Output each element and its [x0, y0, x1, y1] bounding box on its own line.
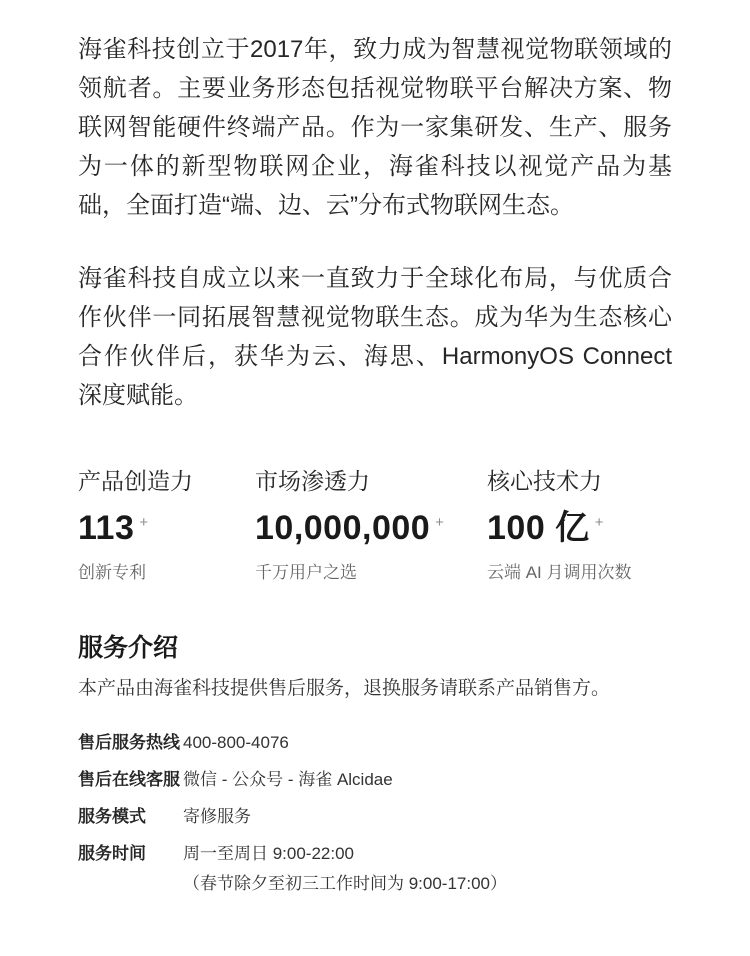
- stat-value: 100 亿: [487, 509, 590, 547]
- service-heading: 服务介绍: [78, 634, 179, 662]
- service-description: 本产品由海雀科技提供售后服务，退换服务请联系产品销售方。: [78, 678, 611, 699]
- plus-sign: +: [594, 514, 604, 531]
- service-row-label: 售后在线客服: [78, 770, 180, 789]
- stat-title: 核心技术力: [487, 468, 602, 494]
- service-row-online-support: [78, 768, 672, 792]
- stat-value: 113: [78, 509, 135, 547]
- company-intro-section: [78, 30, 672, 415]
- stat-value-row: [255, 501, 487, 557]
- service-detail-list: [78, 731, 672, 896]
- service-intro-section: [78, 631, 672, 896]
- stat-sublabel: 创新专利: [78, 563, 146, 582]
- service-row-label: 服务模式: [78, 807, 146, 826]
- stat-sublabel: 千万用户之选: [255, 563, 357, 582]
- stat-product-creativity: [78, 465, 255, 585]
- service-hours-note: （春节除夕至初三工作时间为 9:00-17:00）: [183, 874, 508, 893]
- stat-sublabel: 云端 AI 月调用次数: [487, 563, 632, 582]
- stat-core-technology: [487, 465, 672, 585]
- service-row-hotline: [78, 731, 672, 755]
- stat-title: 市场渗透力: [255, 468, 370, 494]
- service-row-label: 服务时间: [78, 844, 146, 863]
- service-mode-value: 寄修服务: [183, 807, 251, 826]
- stat-value-row: [78, 501, 255, 557]
- service-row-label: 售后服务热线: [78, 733, 180, 752]
- service-online-support-channel: 微信 - 公众号 - 海雀 Alcidae: [183, 770, 393, 789]
- company-stats: [78, 465, 672, 585]
- plus-sign: +: [139, 514, 149, 531]
- stat-value: 10,000,000: [255, 509, 431, 547]
- stat-title: 产品创造力: [78, 468, 193, 494]
- plus-sign: +: [435, 514, 444, 531]
- stat-market-penetration: [255, 465, 487, 585]
- stat-value-row: [487, 501, 672, 557]
- service-hours-main: 周一至周日 9:00-22:00: [183, 844, 355, 863]
- service-hours-value: [183, 842, 507, 896]
- company-intro-paragraph-2: 海雀科技自成立以来一直致力于全球化布局，与优质合作伙伴一同拓展智慧视觉物联生态。成为华为生态核心合作伙伴后，获华为云、海思、HarmonyOS Connect 深度赋能。: [78, 265, 672, 409]
- service-hotline-number: 400-800-4076: [183, 733, 289, 752]
- service-row-hours: [78, 842, 672, 896]
- company-intro-paragraph-1: 海雀科技创立于2017年，致力成为智慧视觉物联领域的领航者。主要业务形态包括视觉物联平台解决方案、物联网智能硬件终端产品。作为一家集研发、生产、服务为一体的新型物联网企业，海雀科技以视觉产品为基础，全面打造“端、边、云”分布式物联网生态。: [78, 36, 672, 219]
- service-row-mode: [78, 805, 672, 829]
